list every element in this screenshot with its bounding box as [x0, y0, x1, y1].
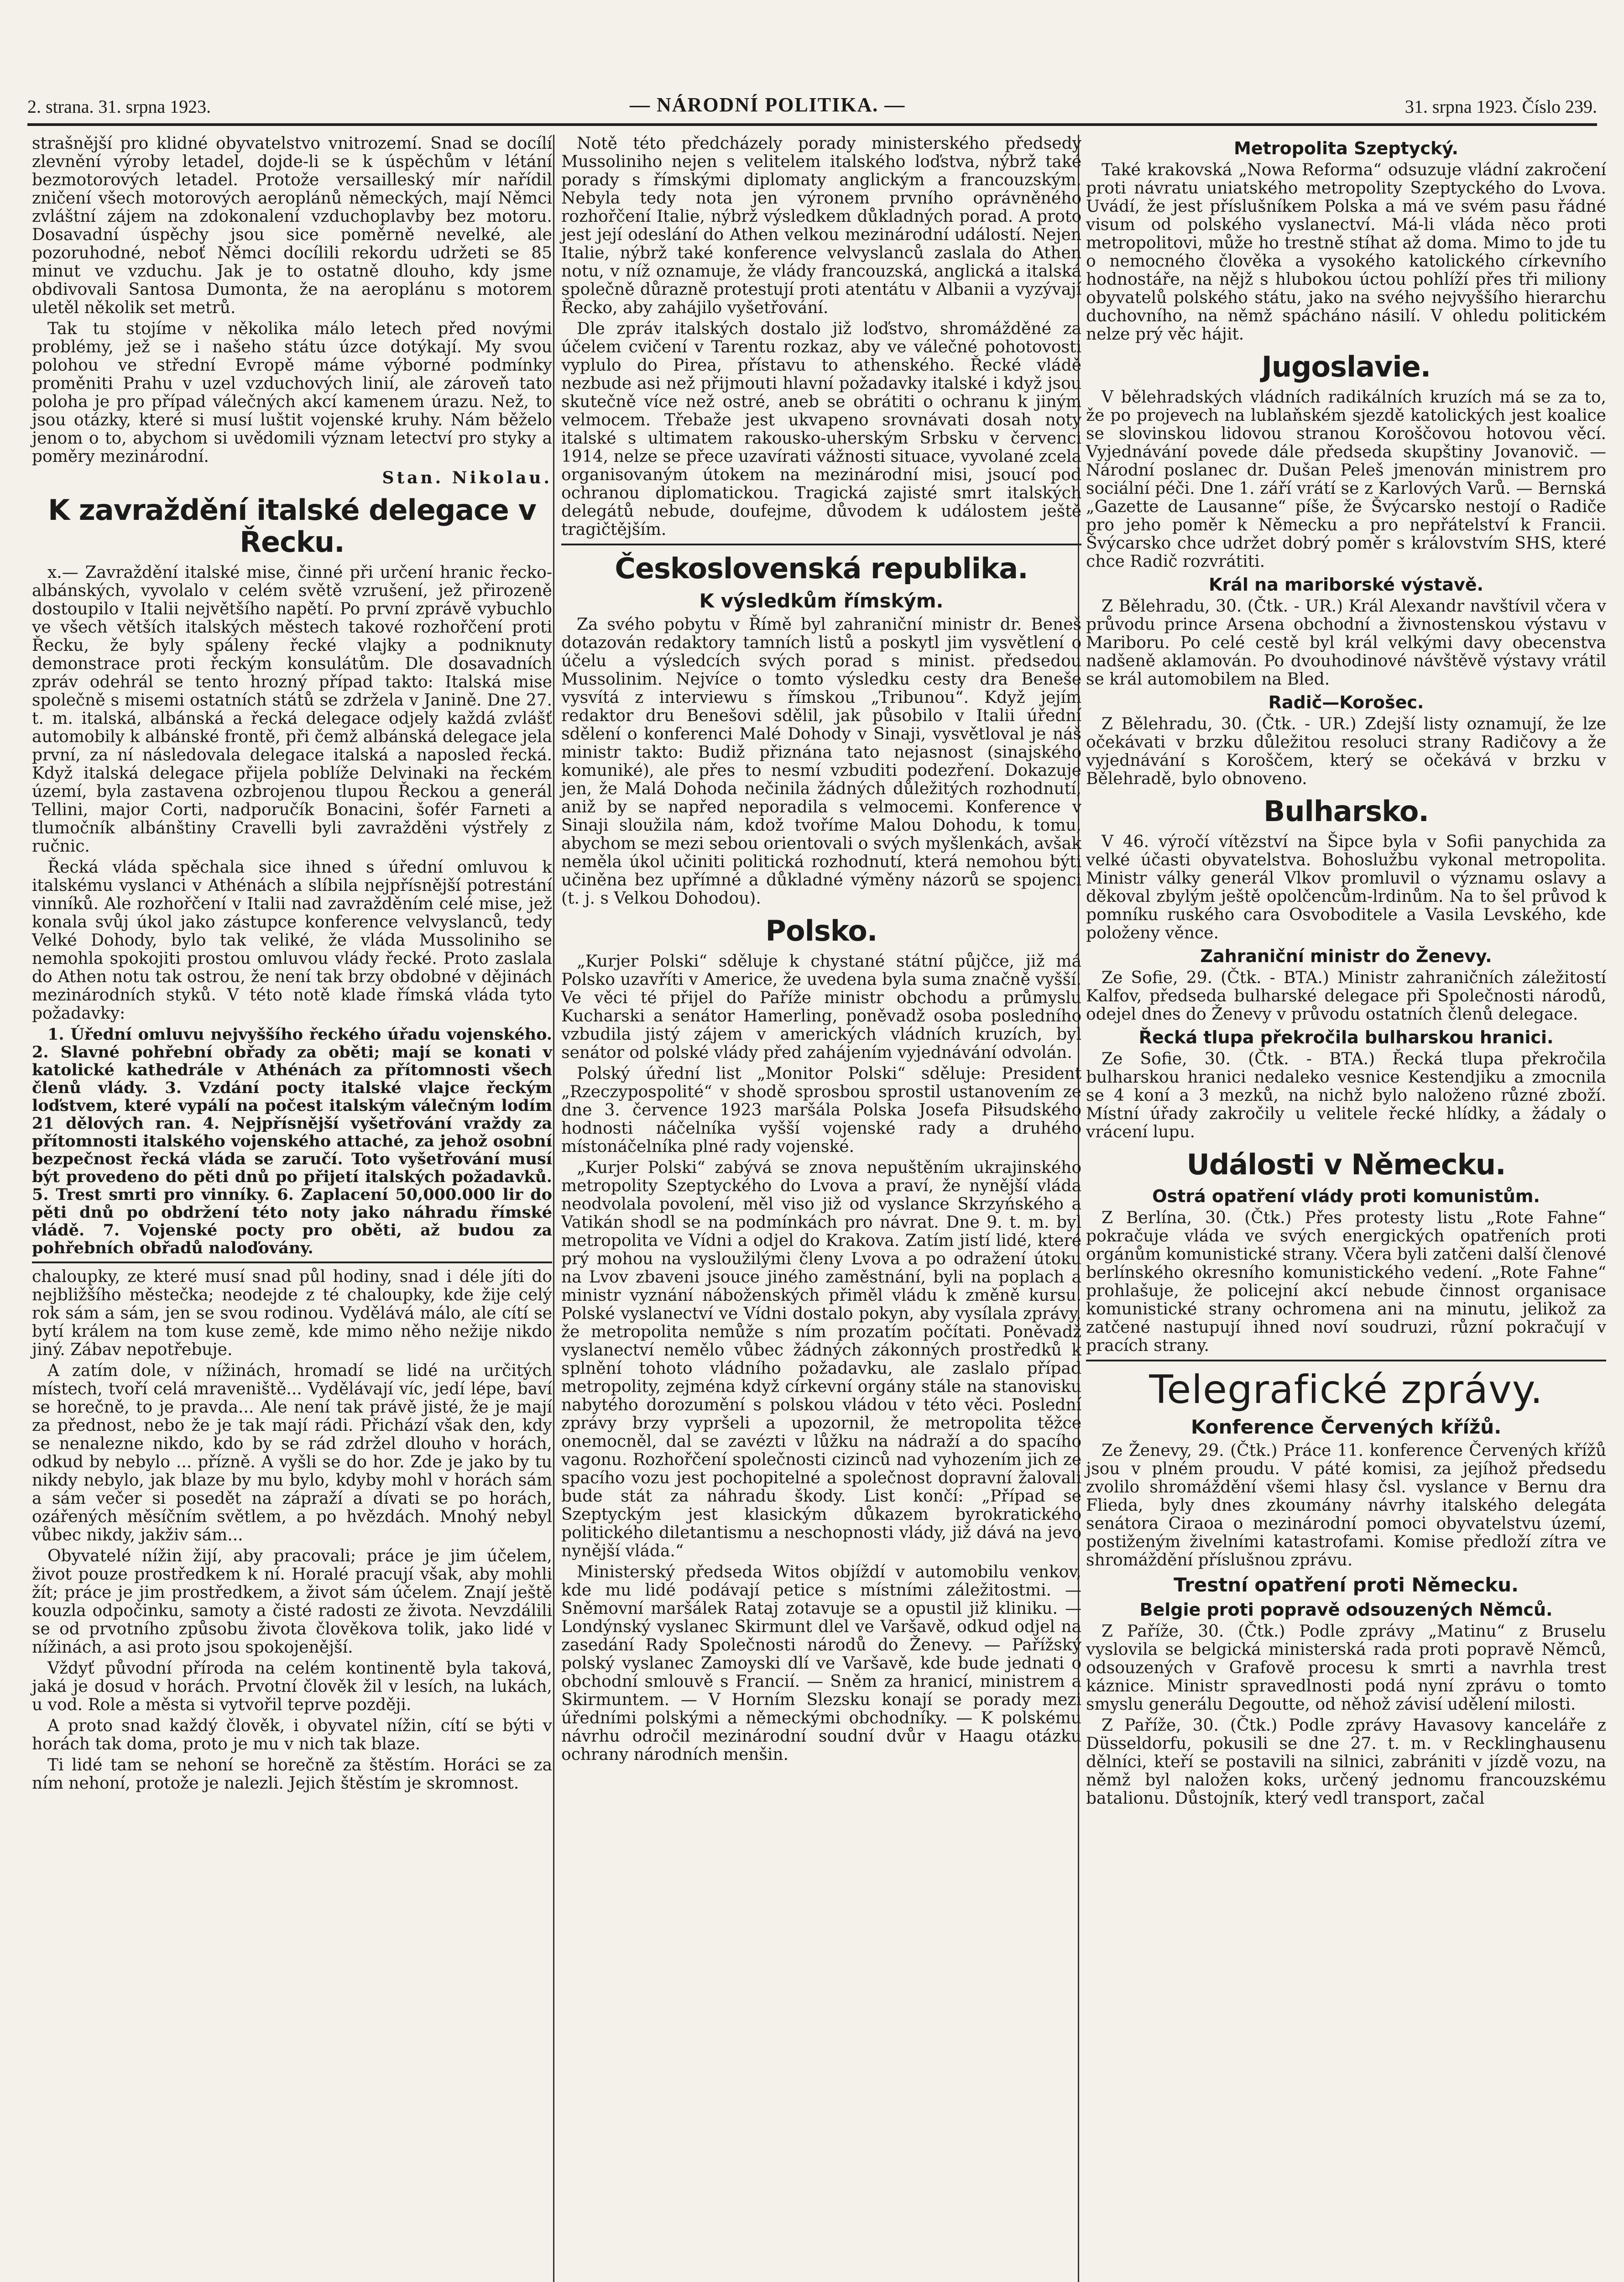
author-signature: Stan. Nikolau. [382, 468, 552, 487]
article-continuation: strašnější pro klidné obyvatelstvo vnitrozemí. Snad se docílí zlevnění výroby letadel, dojde-li se k úspěchům v létání bezmotorových letadel. Protože versailleský mír nařídil zničení všech motorových aeroplánů německých, mají Němci zvláštní zájem na zdokonalení vzduchoplavby bez motoru. Dosavadní úspěchy jsou sice poměrně nevelké, ale pozoruhodné, neboť Němci docílili rekordu udržeti se 85 minut ve vzduchu. Jak je to ostatně dlouho, kdy jsme obdivovali Santosa Dumonta, že na aeroplánu s motorem uletěl několik set metrů. [32, 134, 552, 317]
paragraph: Dle zpráv italských dostalo již loďstvo, shromážděné za účelem cvičení v Tarentu rozkaz, aby ve válečné pohotovosti vyplulo do Pirea, přístavu to athenského. Řecké vládě nezbude asi než přijmouti hlavní požadavky italské i když jsou skutečně více než ostré, aneb se obrátiti o ochranu k jiným velmocem. Třebaže jest ukvapeno srovnávati dosah noty italské s ultimatem rakousko-uherským Srbsku v červenci 1914, nelze se přece uzavírati vážnosti situace, vyvolané zcela organisovaným útokem na mezinárodní misi, jsoucí pod ochranou diplomatickou. Tragická zajisté smrt italských delegátů nebude, doufejme, důvodem k událostem ještě tragičtějším. [561, 319, 1081, 539]
paragraph: Z Bělehradu, 30. (Čtk. - UR.) Zdejší listy oznamují, že lze očekávati v brzku důležitou resoluci strany Radičovy a že vyjednávání s Koroščem, který se očekává v brzku v Bělehradě, bylo obnoveno. [1086, 715, 1606, 788]
paragraph: Řecká vláda spěchala sice ihned s úřední omluvou k italskému vyslanci v Athénách a slíbila nejpřísnější potrestání vinníků. Ale rozhořčení v Italii nad zavražděním celé mise, jež konala svůj úkol jako zástupce konference velvyslanců, tedy Velké Dohody, bylo tak veliké, že vláda Mussoliniho se nemohla spokojiti prostou omluvou vlády řecké. Proto zaslala do Athen notu tak ostrou, že není tak brzy obdobné v dějinách mezinárodních styků. V této notě klade římská vláda tyto požadavky: [32, 858, 552, 1023]
feuilleton-continuation: chaloupky, ze které musí snad půl hodiny, snad i déle jíti do nejbližšího městečka; neodejde z té chaloupky, kde žije celý rok sám a sám, jen se svou rodinou. Vydělává málo, ale cítí se bytí králem na tom kuse země, kde mimo něho nežije nikdo jiný. Zábav nepotřebuje. [32, 1267, 552, 1359]
divider [32, 1261, 552, 1263]
column-divider [553, 135, 554, 2282]
column-2 [561, 135, 1081, 1767]
headline-bulgaria: Bulharsko. [1264, 795, 1429, 828]
page-date-left: 2. strana. 31. srpna 1923. [27, 96, 211, 117]
paragraph: „Kurjer Polski“ sděluje k chystané státní půjčce, již má Polsko uzavříti v Americe, že uvedena byla suma značně vyšší. Ve věci té přijel do Paříže ministr obchodu a průmyslu Kucharski a senátor Hamerling, poněvadž osoba posledního vzbudila jistý zájem v amerických vládních kruzích, byl senátor od polské vlády před zahájením vyjednávání odvolán. [561, 952, 1081, 1062]
issue-number: 31. srpna 1923. Číslo 239. [1405, 96, 1597, 117]
headline-italian-delegation: K zavraždění italské delegace v Řecku. [48, 493, 536, 559]
paragraph: A zatím dole, v nížinách, hromadí se lidé na určitých místech, tvoří celá mraveniště... Vydělávají víc, jedí lépe, baví se horečně, to je pravda... Ale není tak právě jisté, že je mají za přednost, nebo že je tak mají rádi. Přichází však den, kdy se nenalezne nikdo, kdo by se rád zdržel dlouho v horách, odkud by nebylo ... přízně. A vyšli se do hor. Zde je jako by tu nikdy nebylo, jak blaze by mu bylo, kdyby mohl v horách sám a sám večer si posedět na zápraží a dívati se po horách, ozářených měsíčním světlem, a po hvězdách. Mnohý nebyl vůbec nikdy, jakživ sám... [32, 1361, 552, 1544]
paragraph: Notě této předcházely porady ministerského předsedy Mussoliniho nejen s velitelem italského loďstva, nýbrž také porady s římskými diplomaty anglickým a francouzským. Nebyla tedy nota jen výronem prvního oprávněného rozhořčení Italie, nýbrž výsledkem důkladných porad. A proto jest její odeslání do Athen velkou mezinárodní událostí. Nejen Italie, nýbrž také konference velvyslanců zaslala do Athen notu, v níž oznamuje, že vlády francouzská, anglická a italská společně důrazně protestují proti atentátu v Albanii a vyzývají Řecko, aby zahájilo vyšetřování. [561, 134, 1081, 317]
paragraph: Také krakovská „Nowa Reforma“ odsuzuje vládní zakročení proti návratu uniatského metropolity Szeptyckého do Lvova. Uvádí, že jest příslušníkem Polska a má ve svém pasu řádné visum od polského vyslanectví. Má-li vláda něco proti metropolitovi, může ho trestně stíhat až doma. Mimo to jde tu o nemocného člověka a vysokého katolického církevního hodnostáře, na nějž s hlubokou úctou pohlíží přes tři miliony obyvatelů polského státu, jako na svého nejvyššího hierarchu duchovního, na němž spácháno násilí. V ohledu politickém nelze prý věc hájit. [1086, 161, 1606, 344]
paragraph: Ministerský předseda Witos objíždí v automobilu venkov, kde mu lidé podávají petice s místními záležitostmi. — Sněmovní maršálek Rataj zotavuje se a opustil již kliniku. — Londýnský vyslanec Skirmunt dlel ve Varšavě, odkud odjel na zasedání Rady Společnosti národů do Ženevy. — Pařížský polský vyslanec Zamoyski dlí ve Varšavě, kde bude jednati o obchodní smlouvě s Francií. — Sněm za hranicí, ministrem a Skirmuntem. — V Horním Slezsku konají se porady mezi úředními polskými a německými obchodníky. — K polskému návrhu odročil mezinárodní soudní dvůr v Haagu otázku ochrany národních menšin. [561, 1563, 1081, 1764]
paragraph: Za svého pobytu v Římě byl zahraniční ministr dr. Beneš dotazován redaktory tamních listů a poskytl jim vysvětlení o účelu a výsledcích svých porad s minist. předsedou Mussolinim. Nejvíce o tomto výsledku cesty dra Beneše vysvítá z interviewu s římskou „Tribunou“. Když jejím redaktor dru Benešovi sdělil, jak působilo v Italii úřední sdělení o konferenci Malé Dohody v Sinaji, vysvětloval je náš ministr takto: Budiž přiznána tato nejasnost (sinajského komuniké), ale přes to nesmí vzbuditi podezření. Dokazuje jen, že Malá Dohoda nečinila žádných důležitých rozhodnutí, aniž by se napřed neporadila s velmocemi. Konference v Sinaji sloužila nám, kdož tvoříme Malou Dohodu, k tomu, abychom se mezi sebou orientovali o svých myšlenkách, avšak neměla úkol učiniti politická rozhodnutí, která nemohou býti učiněna bez upřímné a důkladné výměny názorů se spojenci (t. j. s Velkou Dohodou). [561, 615, 1081, 908]
subheadline-rome-results: K výsledkům římským. [699, 590, 944, 612]
masthead [27, 91, 1597, 126]
column-1 [32, 135, 552, 1795]
subheadline-communists: Ostrá opatření vlády proti komunistům. [1152, 1186, 1540, 1206]
paragraph: Ze Sofie, 29. (Čtk. - BTA.) Ministr zahraničních záležitostí Kalfov, předseda bulharské delegace při Společnosti národů, odejel dnes do Ženevy v průvodu ostatních členů delegace. [1086, 968, 1606, 1024]
paragraph: Z Berlína, 30. (Čtk.) Přes protesty listu „Rote Fahne“ pokračuje vláda ve svých energických opatřeních proti orgánům komunistické strany. Včera byli zatčeni další členové berlínského okresního komunistického vedení. „Rote Fahne“ prohlašuje, že policejní akcí nebude činnost organisace komunistické strany ochromena ani na minutu, jelikož za zatčené nastupují ihned noví soudruzi, různí pokračují v pracích strany. [1086, 1209, 1606, 1355]
subheadline-belgium: Belgie proti popravě odsouzených Němců. [1139, 1600, 1553, 1620]
headline-red-cross: Konference Červených křížů. [1191, 1416, 1502, 1438]
paragraph: Ze Ženevy, 29. (Čtk.) Práce 11. konference Červených křížů jsou v plném proudu. V páté komisi, za jejíhož předsedu zvolilo shromáždění všemi hlasy čsl. vyslance v Bernu dra Flieda, byly dnes zkoumány návrhy italského delegáta senátora Ciraoa o mezinárodní pomoci obyvatelstvu území, postiženým živelními katastrofami. Komise předloží zítra ve shromáždění příslušnou zprávu. [1086, 1441, 1606, 1570]
paragraph: V 46. výročí vítězství na Šipce byla v Sofii panychida za velké účasti obyvatelstva. Bohoslužbu vykonal metropolita. Ministr války generál Vlkov promluvil o významu oslavy a děkoval zbylým ještě opolčencům-lrdinům. Na to šel průvod k pomníku ruského cara Osvoboditele a Vasila Levského, kde položeny věnce. [1086, 832, 1606, 942]
headline-radic-korosec: Radič—Korošec. [1268, 692, 1424, 712]
paragraph: Obyvatelé nížin žijí, aby pracovali; práce je jim účelem, život pouze prostředkem k ní. Horalé pracují však, aby mohli žít; práce je jim prostředkem, a život sám účelem. Znají ještě kouzla odpočinku, samoty a čisté radosti ze života. Nevzdálili se od prvotního způsobu života člověkova tolik, jako lidé v nížinách, a asi proto jsou spokojenější. [32, 1547, 552, 1657]
demands-list: 1. Úřední omluvu nejvyššího řeckého úřadu vojenského. 2. Slavné pohřební obřady za oběti; mají se konati v katolické kathedrále v Athénách za přítomnosti všech členů vlády. 3. Vzdání pocty italské vlajce řeckým loďstvem, které vypálí na počest italským válečným lodím 21 dělových ran. 4. Nejpřísnější vyšetřování vraždy za přítomnosti italského vojenského attaché, za jehož osobní bezpečnost řecká vláda se zaručí. Toto vyšetřování musí být provedeno do pěti dnů po přijetí italských požadavků. 5. Trest smrti pro vinníky. 6. Zaplacení 50,000.000 lir do pěti dnů po obdržení této noty jako náhradu římské vládě. 7. Vojenské pocty pro oběti, až budou za pohřebních obřadů naloďovány. [32, 1025, 552, 1257]
paragraph: Ze Sofie, 30. (Čtk. - BTA.) Řecká tlupa překročila bulharskou hranici nedaleko vesnice Kestendjiku a zmocnila se 4 koní a 3 mezků, na nichž bylo naloženo různé zboží. Místní úřady zakročily u velitele řecké hlídky, a žádaly o vrácení lupu. [1086, 1050, 1606, 1141]
paragraph: Z Paříže, 30. (Čtk.) Podle zprávy „Matinu“ z Bruselu vyslovila se belgická ministerská rada proti popravě Němců, odsouzených v Grafově procesu k smrti a navrhla trest káznice. Ministr spravedlnosti podá nyní zprávu o tomto smyslu generálu Degoutte, od něhož závisí udělení milosti. [1086, 1622, 1606, 1714]
paragraph: Tak tu stojíme v několika málo letech před novými problémy, jež se i našeho státu úzce dotýkají. My svou polohou ve střední Evropě máme výborné podmínky proměniti Prahu v uzel vzduchových linií, ale zároveň tato poloha je pro případ válečných akcí kamenem úrazu. Než, to jsou otázky, které si musí luštit vojenské kruhy. Nám běželo jenom o to, abychom si uvědomili význam letectví pro styky a poměry mezinárodní. [32, 319, 552, 466]
column-3 [1086, 135, 1606, 1811]
paragraph: Z Bělehradu, 30. (Čtk. - UR.) Král Alexandr navštívil včera v průvodu prince Arsena obchodní a živnostenskou výstavu v Mariboru. Po celé cestě byl král velkými davy obecenstva nadšeně aklamován. Po dvouhodinové návštěvě výstavy vrátil se král automobilem na Bled. [1086, 597, 1606, 689]
paragraph: Vždyť původní příroda na celém kontinentě byla taková, jaká je dosud v horách. Prvotní člověk žil v lesích, na lukách, u vod. Role a města si vytvořil teprve později. [32, 1659, 552, 1714]
headline-czechoslovak-republic: Československá republika. [615, 552, 1028, 585]
headline-king-exhibition: Král na mariborské výstavě. [1209, 575, 1483, 595]
paragraph: Polský úřední list „Monitor Polski“ sděluje: President „Rzeczypospolité“ v shodě sprosbou sprostil ustanovením ze dne 3. července 1923 maršála Polska Josefa Piłsudského hodnosti náčelníka vyšší vojenské rady a druhého místonáčelníka plné rady vojenské. [561, 1064, 1081, 1156]
headline-greek-band: Řecká tlupa překročila bulharskou hranici. [1138, 1027, 1554, 1047]
paragraph: V bělehradských vládních radikálních kruzích má se za to, že po projevech na lublaňském sjezdě katolických jest koalice se slovinskou lidovou stranou Koroščovou hotovou věcí. Vyjednávání povede dále předseda skupštiny Jovanovič. — Národní poslanec dr. Dušan Peleš jmenován ministrem pro sociální péči. Dne 1. září vrátí se z Karlových Varů. — Bernská „Gazette de Lausanne“ píše, že Švýcarsko nestojí o Radiče pro jeho poměr k Německu a pro nepřátelství k Francii. Švýcarsko chce udržet dobrý poměr s královstvím SHS, které chce Radič rozvrátiti. [1086, 388, 1606, 571]
headline-yugoslavia: Jugoslavie. [1261, 350, 1431, 383]
headline-penal-measures: Trestní opatření proti Německu. [1174, 1574, 1519, 1596]
headline-foreign-minister: Zahraniční ministr do Ženevy. [1200, 946, 1492, 966]
paragraph: Ti lidé tam se nehoní se horečně za štěstím. Horáci se za ním nehoní, protože je nalezli. Jejich štěstím je skromnost. [32, 1756, 552, 1793]
headline-poland: Polsko. [765, 914, 877, 947]
headline-germany-events: Události v Německu. [1186, 1148, 1506, 1181]
paragraph: A proto snad každý člověk, i obyvatel nížin, cítí se býti v horách tak doma, proto je mu v nich tak blaze. [32, 1717, 552, 1753]
divider [561, 544, 1081, 545]
newspaper-title: — NÁRODNÍ POLITIKA. — [630, 94, 906, 116]
paragraph: x.— Zavraždění italské mise, činné při určení hranic řecko-albánských, vyvolalo v celém světě vzrušení, jež přirozeně dostoupilo v Italii největšího napětí. Po první zprávě vybuchlo ve všech větších italských městech takové rozhořčení proti Řecku, že byly spáleny řecké vlajky a podniknuty demonstrace proti řeckým konsulátům. Dle dosavadních zpráv odehrál se tento hrozný případ takto: Italská mise společně s misemi ostatních států se zdržela v Janině. Dne 27. t. m. italská, albánská a řecká delegace odjely každá zvlášť automobily k albánské frontě, při čemž albánská delegace jela první, za ní následovala delegace italská a naposled řecká. Když italská delegace přijela poblíže Delvinaki na řeckém území, byla zastavena ozbrojenou tlupou Řeckou a generál Tellini, major Corti, nadporučík Bonacini, šofér Farneti a tlumočník albánštiny Cravelli byli zavražděni výstřely z ručnic. [32, 563, 552, 856]
headline-telegraph-news: Telegrafické zprávy. [1149, 1367, 1543, 1413]
headline-metropolitan: Metropolita Szeptycký. [1234, 138, 1458, 158]
paragraph: Z Paříže, 30. (Čtk.) Podle zprávy Havasovy kanceláře z Düsseldorfu, pokusili se dne 27. t. m. v Recklinghausenu dělníci, kteří se postavili na silnici, zabrániti v jízdě vozu, na němž byl naložen koks, určený jednomu francouzskému batalionu. Důstojník, který vedl transport, začal [1086, 1716, 1606, 1808]
divider [1086, 1360, 1606, 1361]
paragraph: „Kurjer Polski“ zabývá se znova nepuštěním ukrajinského metropolity Szeptyckého do Lvova a praví, že nynější vláda neodvolala povolení, měl viso již od vyslance Skrzyńského a Vatikán shodl se na podmínkách pro návrat. Dne 9. t. m. byl metropolita ve Vídni a odjel do Krakova. Zatím jistí lidé, které prý mohou na vysloužilými členy Lvova a po odražení útoku na Lvov zbaveni jsouce jiného zaměstnání, byli na poplach a ministr vyznání náboženských přiměl vládu k změně kursu. Polské vyslanectví ve Vídni dostalo pokyn, aby vysílala zprávy, že metropolita nemůže s ním prozatím počítati. Poněvadž vyslanectví nemělo vůbec žádných zákonných prostředků k splnění tohoto vládního požadavku, ale zaslalo případ metropolity, zejména když církevní orgány stále na stanovisku nabytého dorozumění s polskou vládou v této věci. Poslední zprávy brzy vypršeli a upozornil, že metropolita těžce onemocněl, dal se zavézti v lůžku na nádraží a do spacího vagonu. Rozhořčení společnosti cizinců nad vyhozením jich ze spacího vozu jest pochopitelné a společnost dopravní žalovali bude stát za náhradu škody. List končí: „Případ se Szeptyckým jest klasickým důkazem byrokratického politického diletantismu a neschopnosti vlády, již dává na jevo nynější vláda.“ [561, 1158, 1081, 1560]
